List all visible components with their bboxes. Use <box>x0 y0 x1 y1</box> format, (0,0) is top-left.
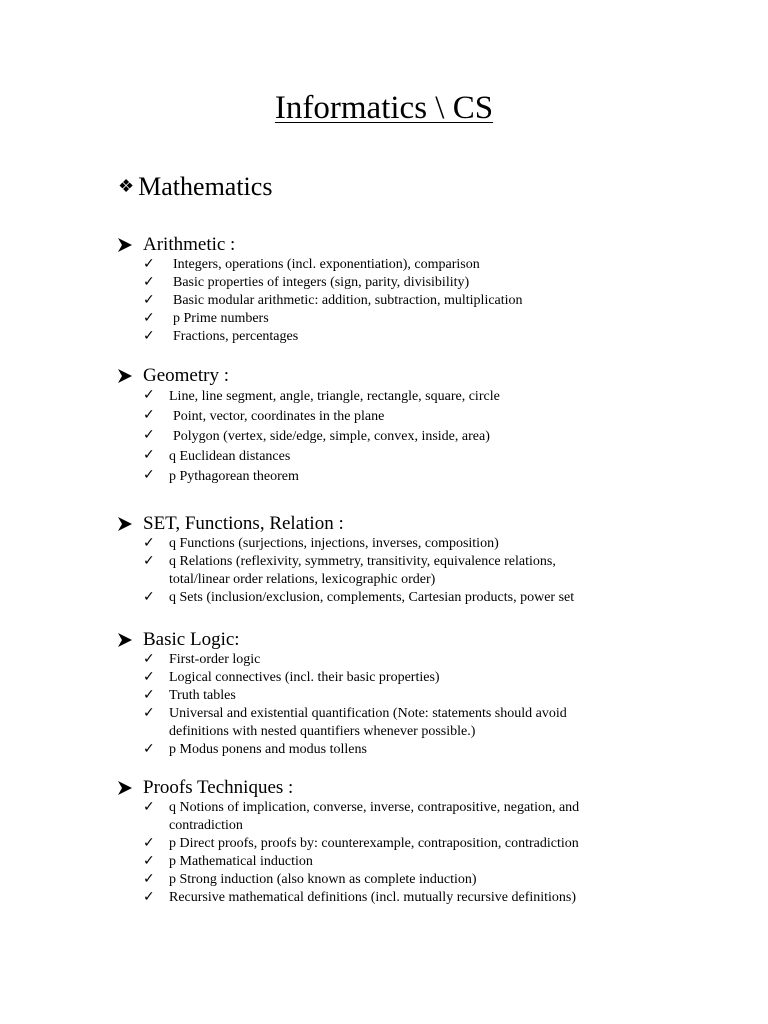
main-heading <box>118 172 272 202</box>
arrowhead-icon <box>117 516 133 532</box>
checkmark-icon: ✓ <box>143 799 155 815</box>
checkmark-icon: ✓ <box>143 705 155 721</box>
checkmark-icon: ✓ <box>143 741 155 757</box>
arrowhead-icon <box>117 237 133 253</box>
list-item: ✓ Truth tables <box>143 687 236 703</box>
checkmark-icon: ✓ <box>143 292 155 308</box>
list-item: ✓ q Functions (surjections, injections, inverses, composition) <box>143 535 499 551</box>
checkmark-icon: ✓ <box>143 553 155 569</box>
checkmark-icon: ✓ <box>143 871 155 887</box>
section-proofs-techniques <box>117 777 579 907</box>
section-geometry <box>117 365 500 487</box>
list-item: ✓ p Strong induction (also known as complete induction) <box>143 871 477 887</box>
checkmark-icon: ✓ <box>143 467 155 483</box>
list-item: ✓ p Mathematical induction <box>143 853 313 869</box>
list-item: ✓ Basic properties of integers (sign, parity, divisibility) <box>143 274 470 290</box>
section-heading <box>117 629 567 651</box>
section-heading-label: Arithmetic : <box>143 234 236 255</box>
arrowhead-icon <box>117 780 133 796</box>
list-item: ✓ q Relations (reflexivity, symmetry, transitivity, equivalence relations, <box>143 553 556 569</box>
main-heading-label: Mathematics <box>138 172 273 201</box>
list-item: ✓ p Modus ponens and modus tollens <box>143 741 367 757</box>
checkmark-icon: ✓ <box>143 328 155 344</box>
list-item: ✓ Basic modular arithmetic: addition, subtraction, multiplication <box>143 292 523 308</box>
item-list <box>117 799 579 907</box>
checkmark-icon: ✓ <box>143 669 155 685</box>
list-item: ✓ First-order logic <box>143 651 261 667</box>
checkmark-icon: ✓ <box>143 589 155 605</box>
section-heading-label: Basic Logic: <box>143 629 240 650</box>
checkmark-icon: ✓ <box>143 407 155 423</box>
list-item: ✓ Universal and existential quantification (Note: statements should avoid <box>143 705 567 721</box>
list-item: ✓ q Sets (inclusion/exclusion, complements, Cartesian products, power set <box>143 589 575 605</box>
list-item: ✓ p Direct proofs, proofs by: counterexample, contraposition, contradiction <box>143 835 579 851</box>
list-item: ✓ q Euclidean distances <box>143 447 291 464</box>
list-item: ✓ Point, vector, coordinates in the plane <box>143 407 385 424</box>
section-set-functions-relation <box>117 513 574 607</box>
section-heading-label: SET, Functions, Relation : <box>143 513 344 534</box>
list-item: ✓ Integers, operations (incl. exponentiation), comparison <box>143 256 480 272</box>
list-item: ✓ Line, line segment, angle, triangle, rectangle, square, circle <box>143 387 500 404</box>
item-list <box>117 387 500 487</box>
list-item: ✓ q Notions of implication, converse, inverse, contrapositive, negation, and <box>143 799 580 815</box>
arrowhead-icon <box>117 368 133 384</box>
checkmark-icon: ✓ <box>143 835 155 851</box>
item-list <box>117 256 523 346</box>
checkmark-icon: ✓ <box>143 535 155 551</box>
checkmark-icon: ✓ <box>143 310 155 326</box>
section-heading <box>117 513 574 535</box>
section-arithmetic <box>117 234 523 346</box>
checkmark-icon: ✓ <box>143 274 155 290</box>
list-item-continuation: definitions with nested quantifiers whenever possible.) <box>169 724 476 739</box>
list-item-continuation: total/linear order relations, lexicographic order) <box>169 572 436 587</box>
diamond-cluster-icon: ❖ <box>118 176 135 196</box>
checkmark-icon: ✓ <box>143 447 155 463</box>
checkmark-icon: ✓ <box>143 427 155 443</box>
section-basic-logic <box>117 629 567 759</box>
section-heading <box>117 234 523 256</box>
checkmark-icon: ✓ <box>143 256 155 272</box>
section-heading <box>117 777 579 799</box>
item-list <box>117 651 567 759</box>
list-item: ✓ p Pythagorean theorem <box>143 467 299 484</box>
checkmark-icon: ✓ <box>143 853 155 869</box>
checkmark-icon: ✓ <box>143 889 155 905</box>
section-heading-label: Proofs Techniques : <box>143 777 294 798</box>
checkmark-icon: ✓ <box>143 387 155 403</box>
list-item: ✓ Recursive mathematical definitions (incl. mutually recursive definitions) <box>143 889 577 905</box>
section-heading-label: Geometry : <box>143 365 230 386</box>
section-heading <box>117 365 500 387</box>
page-title: Informatics \ CS <box>274 90 494 126</box>
list-item: ✓ Logical connectives (incl. their basic properties) <box>143 669 440 685</box>
list-item-continuation: contradiction <box>169 818 243 833</box>
item-list <box>117 535 574 607</box>
list-item: ✓ Polygon (vertex, side/edge, simple, convex, inside, area) <box>143 427 490 444</box>
list-item: ✓ p Prime numbers <box>143 310 269 326</box>
arrowhead-icon <box>117 632 133 648</box>
checkmark-icon: ✓ <box>143 651 155 667</box>
list-item: ✓ Fractions, percentages <box>143 328 299 344</box>
checkmark-icon: ✓ <box>143 687 155 703</box>
